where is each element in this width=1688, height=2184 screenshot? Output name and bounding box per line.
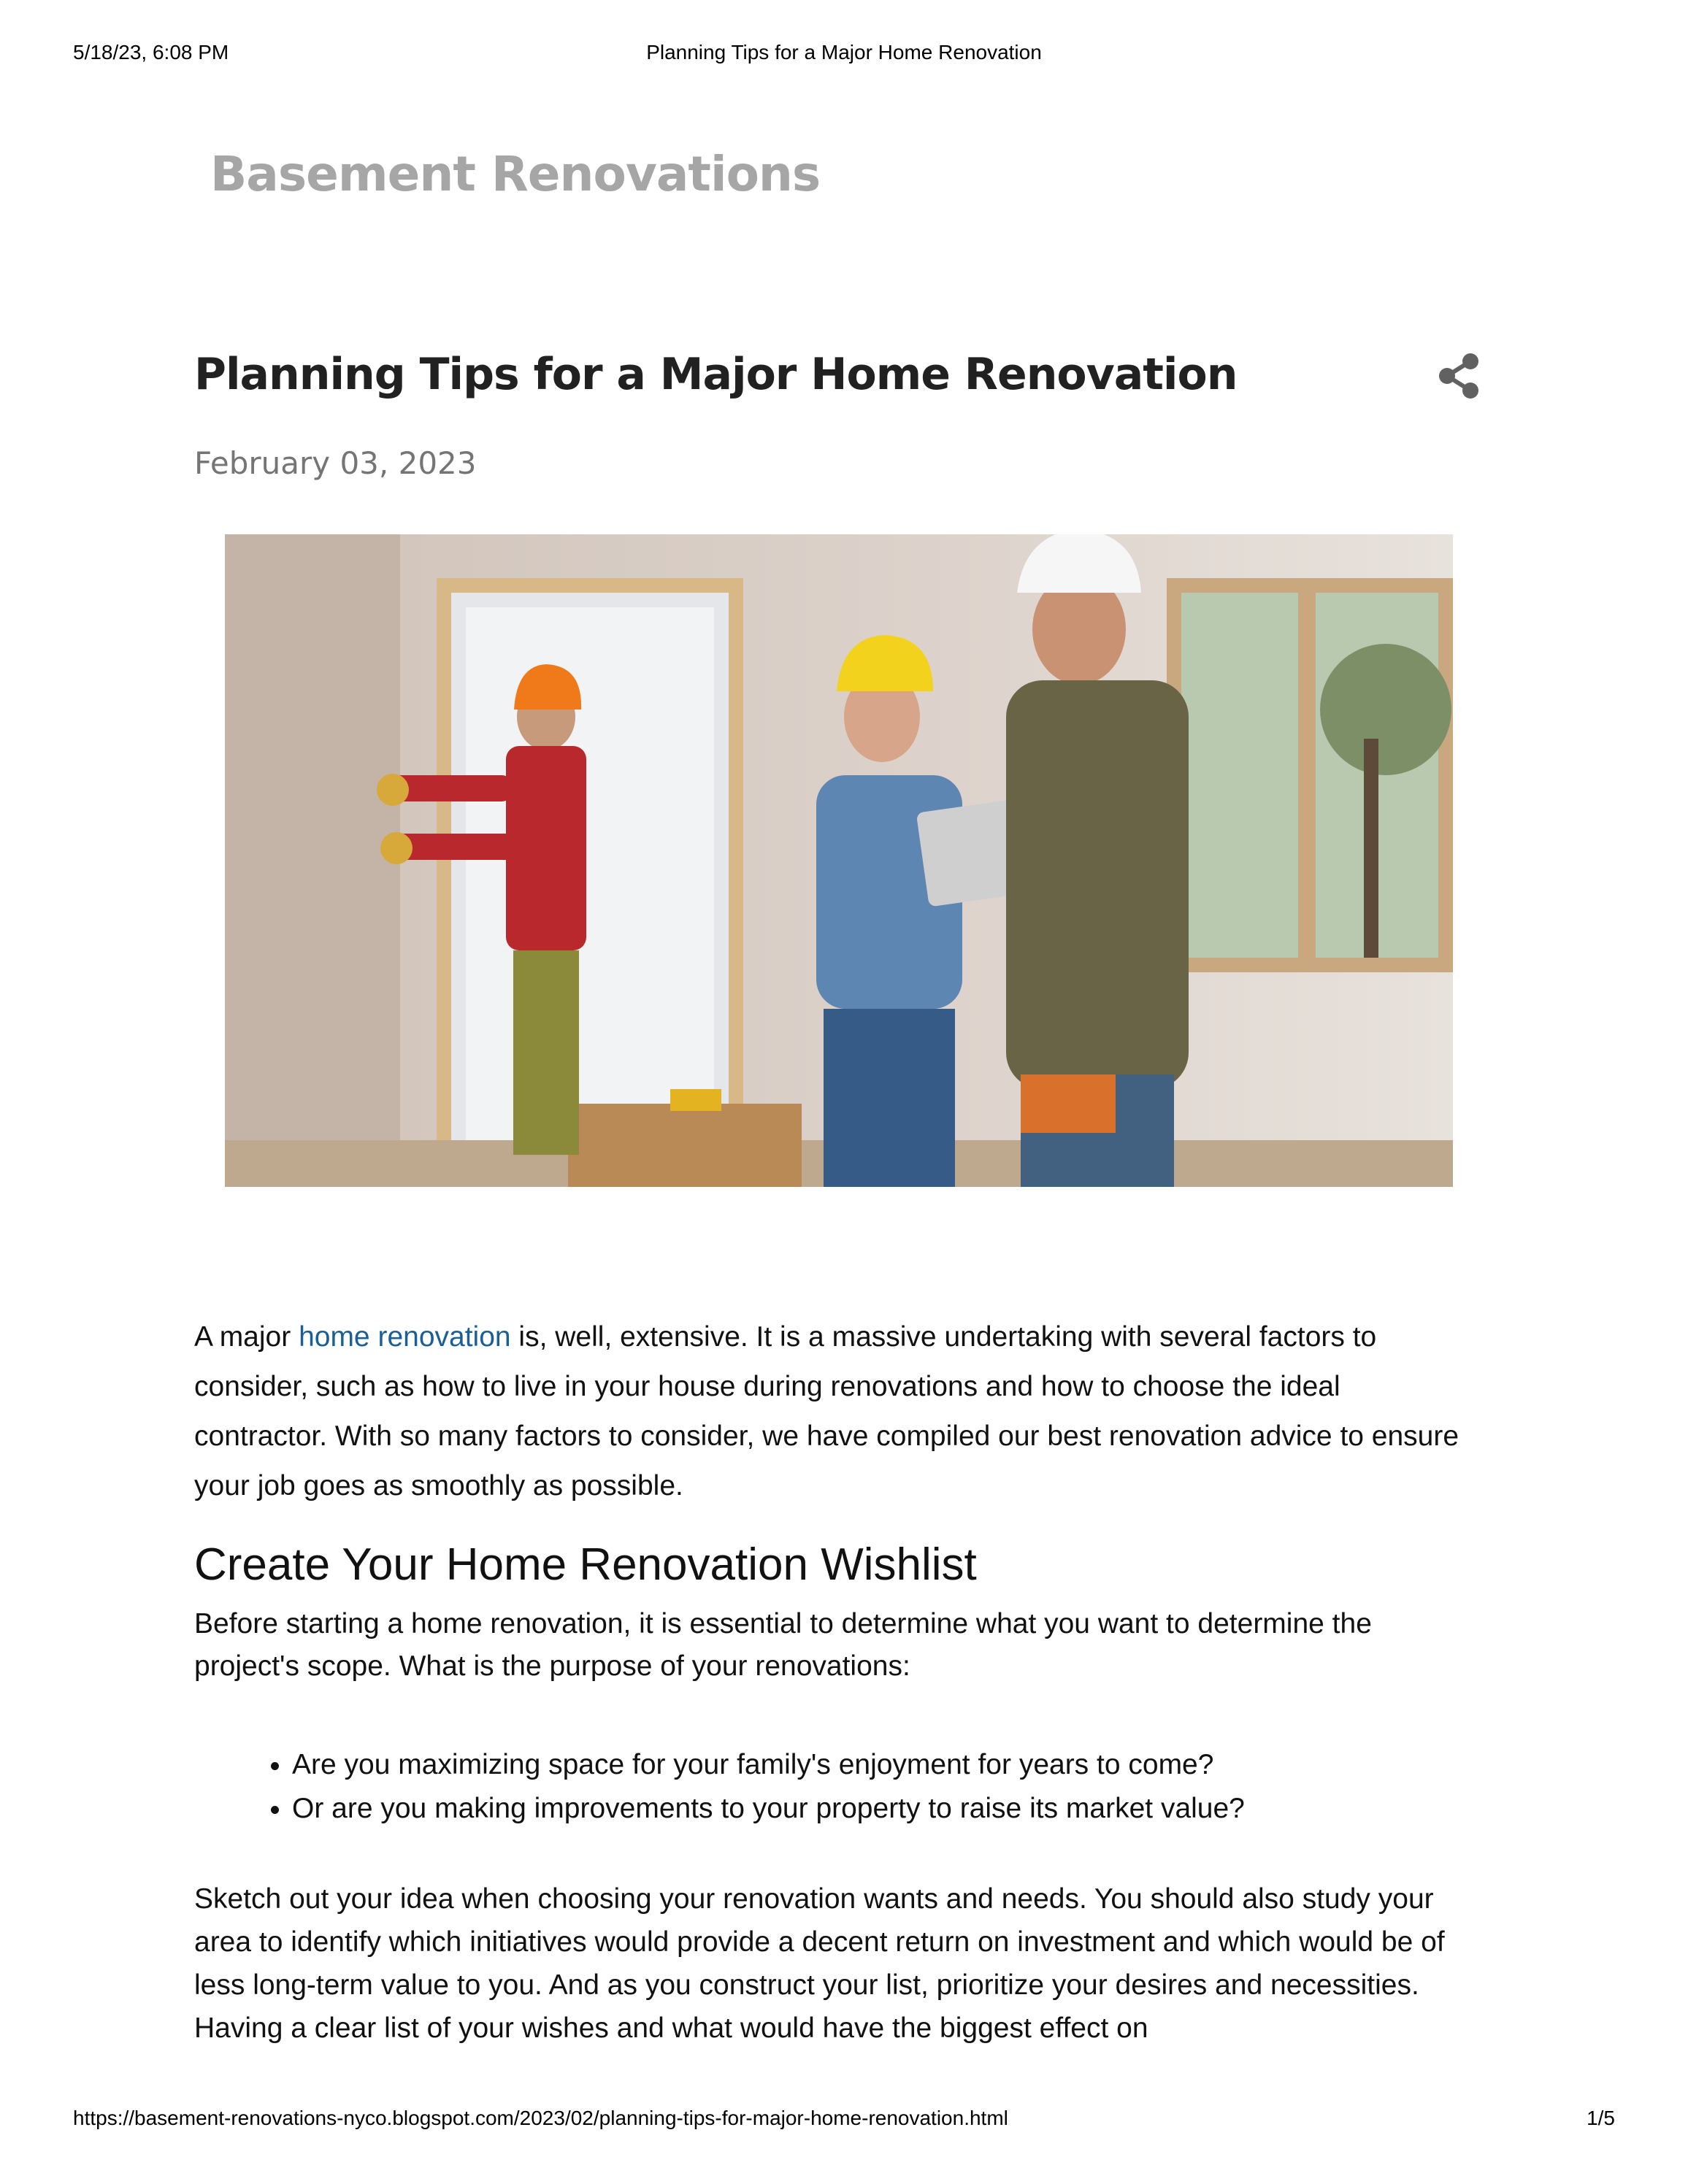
list-item: • Or are you making improvements to your property to raise its market value?: [292, 1787, 1245, 1831]
print-header: [73, 41, 1615, 70]
print-url: https://basement-renovations-nyco.blogspot.com/2023/02/planning-tips-for-major-home-renovation.html: [73, 2107, 1008, 2129]
page-number: 1/5: [1587, 2107, 1615, 2129]
intro-text-before: A major: [194, 1321, 299, 1353]
list-item: • Are you maximizing space for your family's enjoyment for years to come?: [292, 1743, 1245, 1787]
intro-paragraph: [194, 1312, 1460, 1511]
print-title: Planning Tips for a Major Home Renovation: [646, 41, 1042, 64]
intro-text-after: is, well, extensive. It is a massive undertaking with several factors to consider, such as how to live in your house during renovations and how to choose the ideal contractor. With so many factors to consider, we have compiled our best renovation advice to ensure your job goes as smoothly as possible.: [194, 1321, 1459, 1502]
paragraph-purpose: Before starting a home renovation, it is essential to determine what you want to determine the project's scope. What is the purpose of your renovations:: [194, 1608, 1372, 1682]
hero-image: [225, 534, 1453, 1187]
share-icon[interactable]: [1435, 352, 1482, 400]
print-date: 5/18/23, 6:08 PM: [73, 41, 229, 64]
home-renovation-link[interactable]: home renovation: [299, 1321, 511, 1353]
print-footer: [73, 2107, 1615, 2136]
section-heading: Create Your Home Renovation Wishlist: [194, 1539, 977, 1590]
blog-name[interactable]: Basement Renovations: [210, 146, 821, 202]
bullet-list: [256, 1743, 1245, 1831]
post-title: Planning Tips for a Major Home Renovation: [194, 349, 1238, 400]
post-date: February 03, 2023: [194, 445, 477, 481]
paragraph-sketch: Sketch out your idea when choosing your renovation wants and needs. You should also study your area to identify which initiatives would provide a decent return on investment and which would be of less long-term value to you. And as you construct your list, prioritize your desires and necessities. Having a clear list of your wishes and what would have the biggest effect on: [194, 1883, 1445, 2044]
